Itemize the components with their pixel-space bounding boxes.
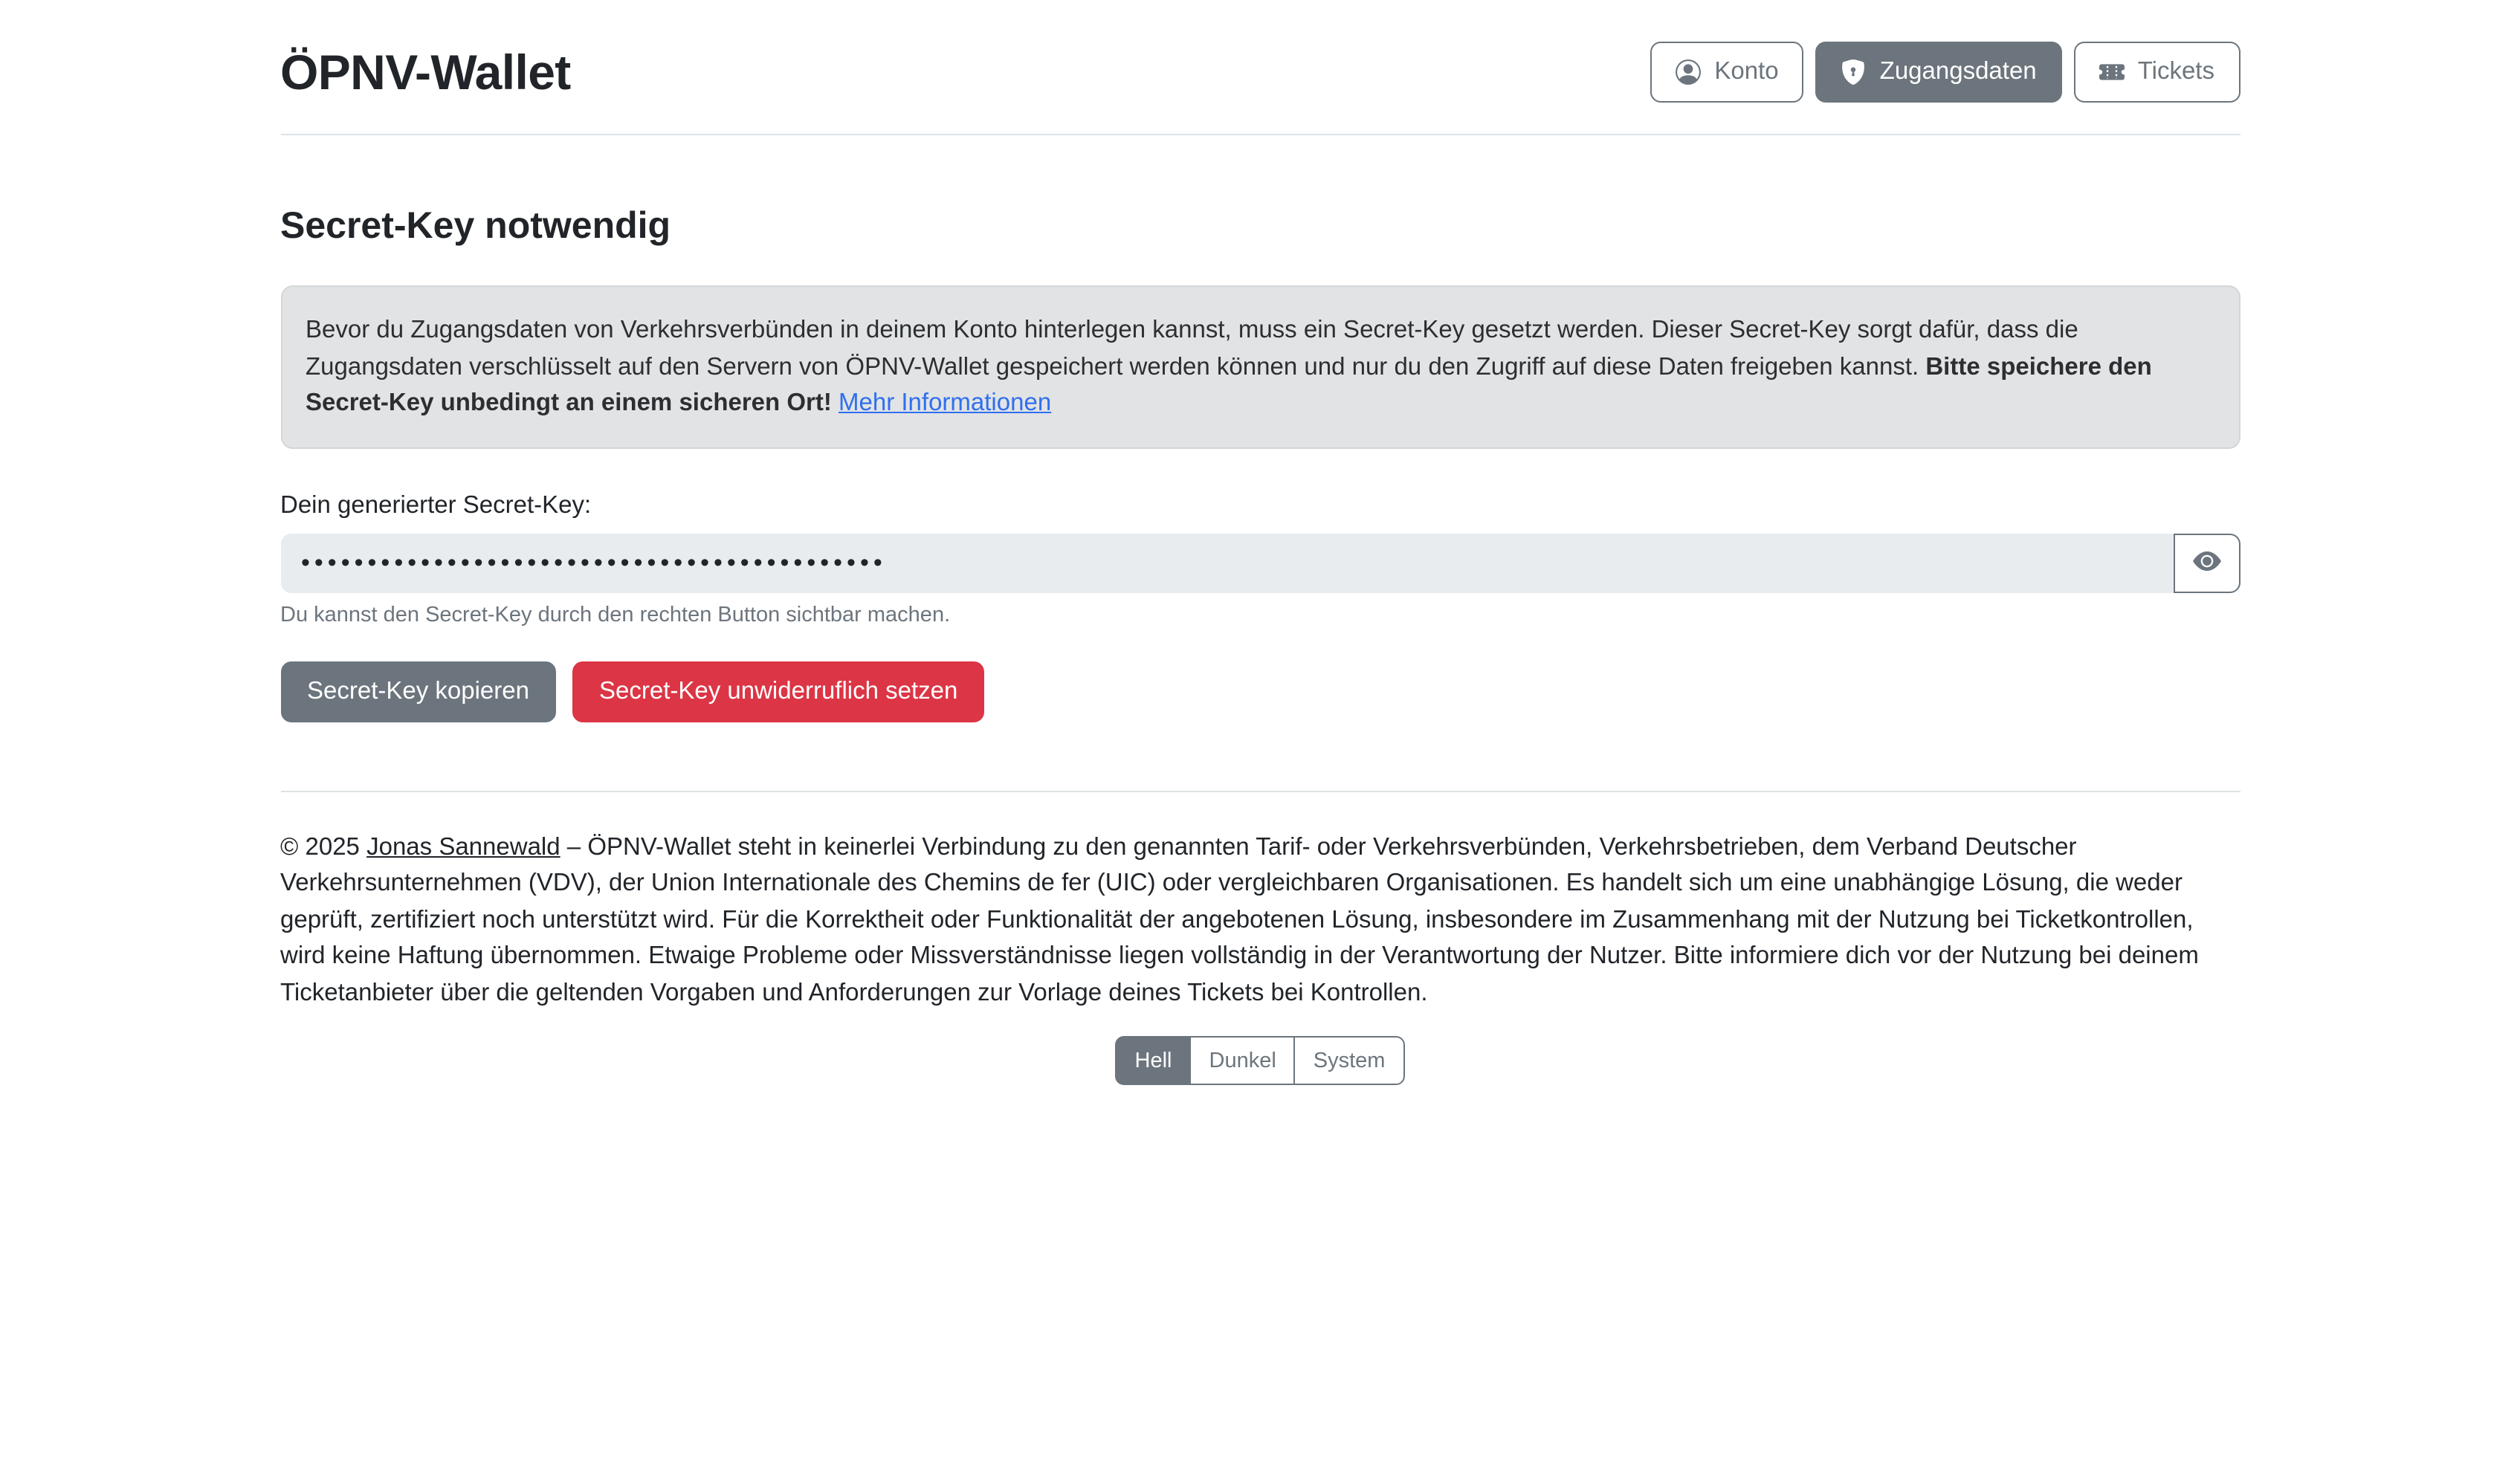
copy-secret-key-button[interactable]: Secret-Key kopieren — [280, 661, 556, 722]
nav-tickets-label: Tickets — [2137, 58, 2214, 85]
ticket-perforated-icon — [2099, 59, 2125, 85]
author-link[interactable]: Jonas Sannewald — [366, 833, 560, 860]
eye-icon — [2192, 546, 2220, 579]
secret-key-input[interactable] — [280, 533, 2173, 592]
person-circle-icon — [1676, 59, 1701, 85]
page-title: Secret-Key notwendig — [280, 205, 671, 247]
theme-system-button[interactable]: System — [1294, 1036, 1405, 1085]
more-information-link[interactable]: Mehr Informationen — [839, 389, 1052, 416]
alert-text-bold: Bitte speichere den Secret-Key unbedingt an einem sicheren Ort! — [306, 353, 2152, 416]
secret-key-input-group — [280, 533, 2240, 592]
copyright-prefix: © 2025 — [280, 833, 367, 860]
footer-divider — [280, 790, 2240, 792]
app-header — [280, 0, 2240, 103]
nav-zugangsdaten-label: Zugangsdaten — [1879, 58, 2037, 85]
app-title: ÖPNV-Wallet — [280, 44, 571, 99]
nav-zugangsdaten-button[interactable] — [1816, 42, 2062, 103]
page-footer — [280, 829, 2240, 1085]
main-nav — [1650, 42, 2240, 103]
reveal-secret-key-button[interactable] — [2173, 533, 2240, 592]
nav-konto-label: Konto — [1714, 58, 1779, 85]
footer-disclaimer — [280, 829, 2240, 1011]
set-secret-key-button[interactable]: Secret-Key unwiderruflich setzen — [572, 661, 984, 722]
nav-konto-button[interactable] — [1650, 42, 1803, 103]
shield-lock-icon — [1841, 59, 1867, 85]
secret-key-alert — [280, 285, 2240, 448]
theme-switcher-row — [280, 1036, 2240, 1085]
action-row — [280, 661, 2240, 722]
theme-light-button[interactable]: Hell — [1116, 1036, 1192, 1085]
nav-tickets-button[interactable] — [2074, 42, 2240, 103]
header-divider — [280, 134, 2240, 135]
alert-text: Bevor du Zugangsdaten von Verkehrsverbünden in deinem Konto hinterlegen kannst, muss ein Secret-Key gesetzt werden. Dieser Secret-Key sorgt dafür, dass die Zugangsdaten verschlüsselt auf den Servern von ÖPNV-Wallet gespeichert werden können und nur du den Zugriff auf diese Daten freigeben kannst. — [306, 317, 2078, 380]
theme-dark-button[interactable]: Dunkel — [1190, 1036, 1296, 1085]
secret-key-helper-text: Du kannst den Secret-Key durch den rechten Button sichtbar machen. — [280, 603, 951, 627]
theme-switcher — [1116, 1036, 1405, 1085]
secret-key-label: Dein generierter Secret-Key: — [280, 491, 592, 518]
footer-disclaimer-text: – ÖPNV-Wallet steht in keinerlei Verbindung zu den genannten Tarif- oder Verkehrsverbünden, Verkehrsbetrieben, dem Verband Deutscher Verkehrsunternehmen (VDV), der Union Internationale des Chemins de fer (UIC) oder vergleichbaren Organisationen. Es handelt sich um eine unabhängige Lösung, die weder geprüft, zertifiziert noch unterstützt wird. Für die Korrektheit oder Funktionalität der angebotenen Lösung, insbesondere im Zusammenhang mit der Nutzung bei Ticketkontrollen, wird keine Haftung übernommen. Etwaige Probleme oder Missverständnisse liegen vollständig in der Verantwortung der Nutzer. Bitte informiere dich vor der Nutzung bei deinem Ticketanbieter über die geltenden Vorgaben und Anforderungen zur Vorlage deines Tickets bei Kontrollen. — [280, 833, 2199, 1006]
main-content — [280, 205, 2240, 722]
